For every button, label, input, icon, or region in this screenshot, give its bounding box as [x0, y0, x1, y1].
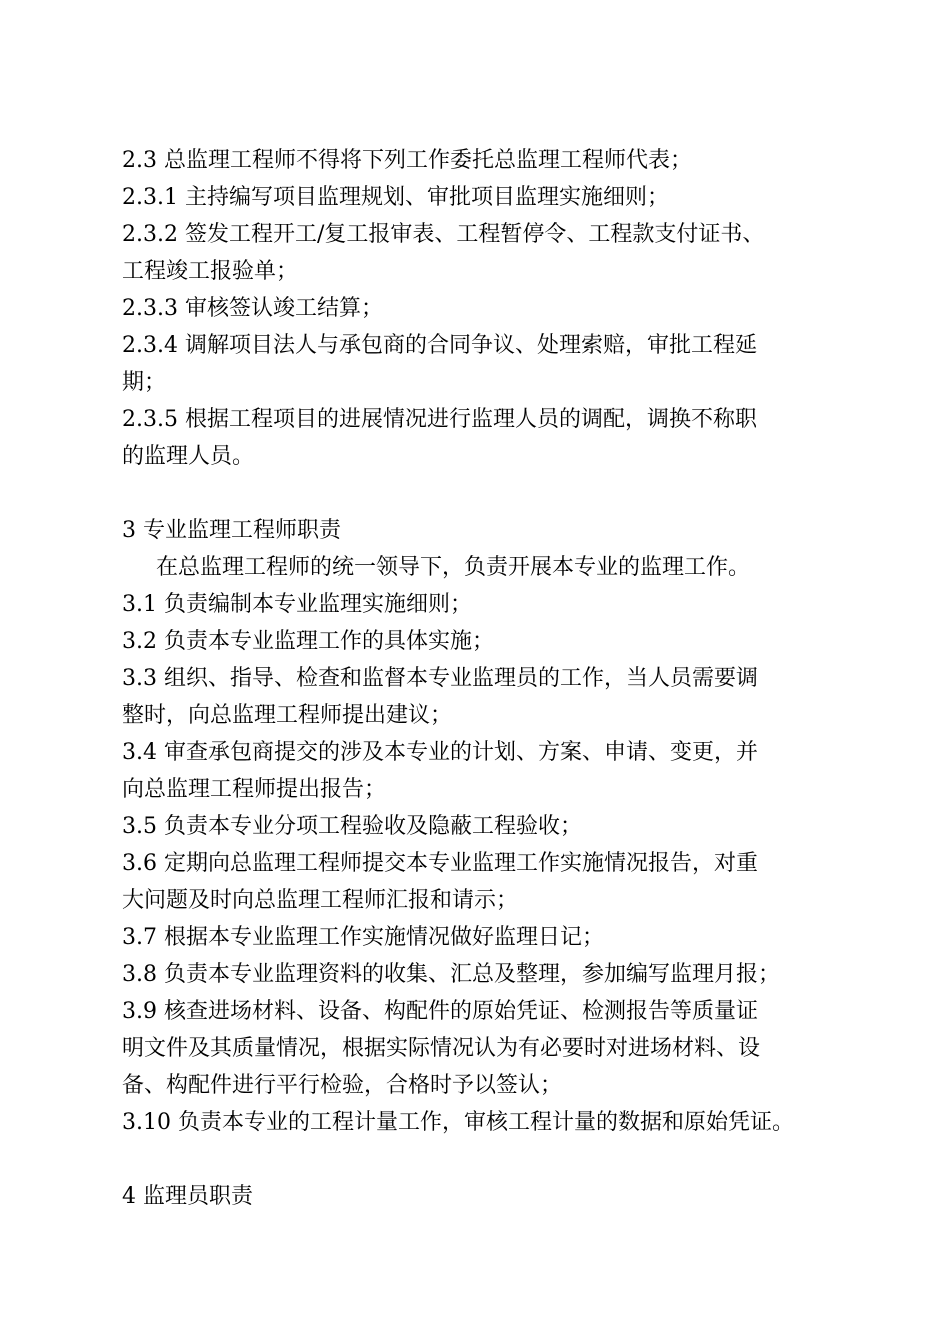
- paragraph-gap: [122, 475, 834, 512]
- section-2-3-item-line: 2.3.3 审核签认竣工结算；: [122, 296, 383, 321]
- section-2-3-item-line: 2.3.2 签发工程开工/复工报审表、工程暂停令、工程款支付证书、: [122, 222, 765, 247]
- section-3-item-line: 3.2 负责本专业监理工作的具体实施；: [122, 629, 494, 654]
- section-3-item-line: 3.3 组织、指导、检查和监督本专业监理员的工作，当人员需要调: [122, 666, 758, 691]
- section-3-item-line: 备、构配件进行平行检验，合格时予以签认；: [122, 1073, 563, 1098]
- section-3-item-line: 3.1 负责编制本专业监理实施细则；: [122, 592, 472, 617]
- section-3-item-line: 3.6 定期向总监理工程师提交本专业监理工作实施情况报告，对重: [122, 851, 758, 876]
- section-3-heading: 3 专业监理工程师职责: [122, 518, 341, 543]
- section-2-3-item-line: 2.3.5 根据工程项目的进展情况进行监理人员的调配，调换不称职: [122, 407, 757, 432]
- section-2-3-item-line: 2.3.1 主持编写项目监理规划、审批项目监理实施细则；: [122, 185, 669, 210]
- section-2-3-item-line: 期；: [122, 370, 167, 395]
- section-2-3-item-line: 的监理人员。: [122, 444, 255, 469]
- section-3-item-line: 大问题及时向总监理工程师汇报和请示；: [122, 888, 519, 913]
- document-page: [122, 142, 834, 1215]
- section-2-3-item-line: 工程竣工报验单；: [122, 259, 299, 284]
- paragraph-gap: [122, 1141, 834, 1178]
- section-3-item-line: 3.9 核查进场材料、设备、构配件的原始凭证、检测报告等质量证: [122, 999, 758, 1024]
- section-2-3-heading: 2.3 总监理工程师不得将下列工作委托总监理工程师代表；: [122, 148, 692, 173]
- section-3-item-line: 明文件及其质量情况，根据实际情况认为有必要时对进场材料、设: [122, 1036, 761, 1061]
- section-3-item-line: 3.10 负责本专业的工程计量工作，审核工程计量的数据和原始凭证。: [122, 1110, 794, 1135]
- section-3-item-line: 3.7 根据本专业监理工作实施情况做好监理日记；: [122, 925, 604, 950]
- section-3-item-line: 3.8 负责本专业监理资料的收集、汇总及整理，参加编写监理月报；: [122, 962, 780, 987]
- section-3-item-line: 3.5 负责本专业分项工程验收及隐蔽工程验收；: [122, 814, 582, 839]
- section-3-intro: 在总监理工程师的统一领导下，负责开展本专业的监理工作。: [156, 555, 751, 580]
- section-3-item-line: 整时，向总监理工程师提出建议；: [122, 703, 453, 728]
- section-3-item-line: 向总监理工程师提出报告；: [122, 777, 387, 802]
- section-3-item-line: 3.4 审查承包商提交的涉及本专业的计划、方案、申请、变更，并: [122, 740, 758, 765]
- section-2-3-item-line: 2.3.4 调解项目法人与承包商的合同争议、处理索赔，审批工程延: [122, 333, 757, 358]
- section-4-heading: 4 监理员职责: [122, 1184, 253, 1209]
